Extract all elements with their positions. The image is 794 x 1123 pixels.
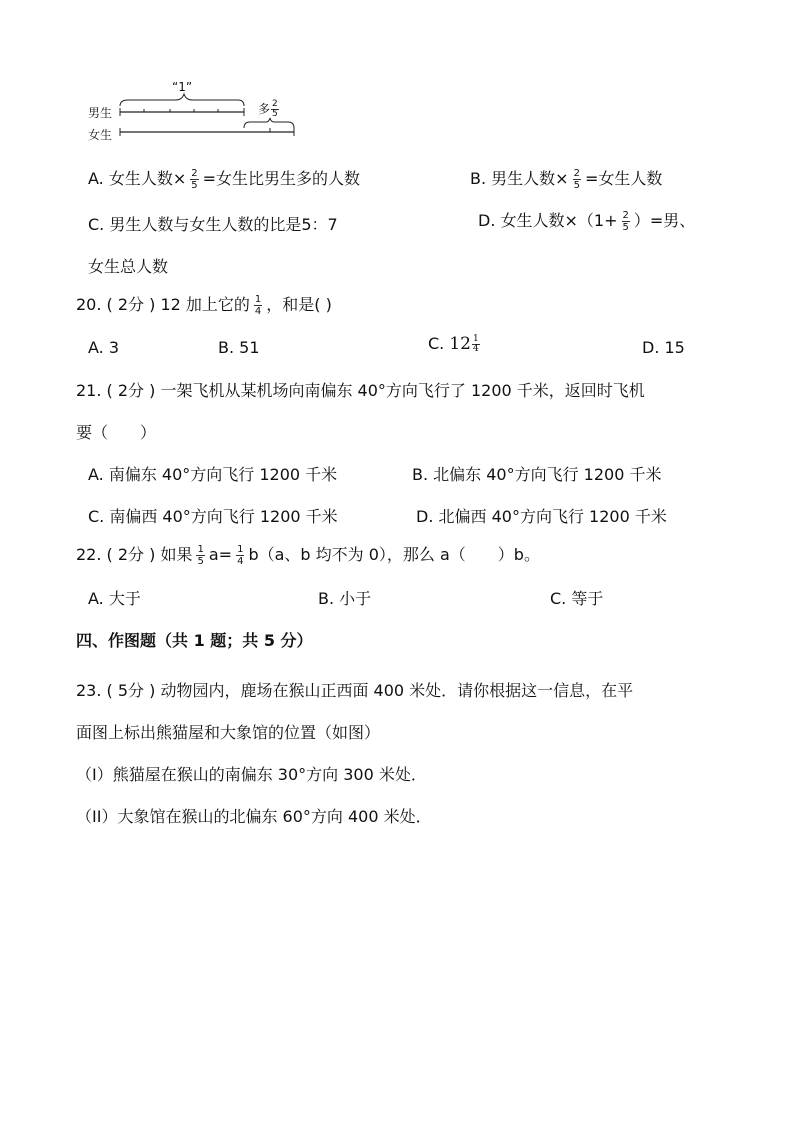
q20-stem: [76, 292, 332, 317]
q22-fraction-1: [196, 544, 204, 567]
q19-option-d-post: ）=男、: [633, 211, 696, 230]
q19-option-b-post: =女生人数: [584, 169, 663, 188]
q22-fraction-2: [236, 544, 244, 567]
boys-label: 男生: [88, 106, 113, 120]
q20-stem-fraction: [254, 294, 262, 317]
q19-option-b-pre: B. 男生人数×: [470, 169, 569, 188]
fraction-num: 2: [573, 168, 580, 179]
q21-option-b[interactable]: B. 北偏东 40°方向飞行 1200 千米: [412, 465, 662, 484]
fraction-num: 1: [197, 544, 204, 555]
section-heading: 四、作图题（共 1 题；共 5 分）: [76, 631, 313, 650]
fraction-den: 4: [237, 556, 244, 567]
q19-option-d[interactable]: [478, 208, 695, 233]
girls-label: 女生: [88, 128, 113, 142]
q23-stem-line1: 23. ( 5分 ) 动物园内，鹿场在猴山正西面 400 米处．请你根据这一信息，在平: [76, 681, 634, 700]
q21-option-c[interactable]: C. 南偏西 40°方向飞行 1200 千米: [88, 507, 338, 526]
q23-stem-line2: 面图上标出熊猫屋和大象馆的位置（如图）: [76, 723, 381, 742]
q20-stem-post: ，和是( ): [266, 295, 332, 314]
unit-label: “1”: [172, 80, 193, 94]
fraction-num: 1: [473, 334, 479, 344]
q21-option-d[interactable]: D. 北偏西 40°方向飞行 1200 千米: [416, 507, 667, 526]
q22-option-b[interactable]: B. 小于: [318, 589, 372, 608]
q21-stem-line2: 要（ ）: [76, 423, 157, 442]
q19-option-b[interactable]: [470, 166, 662, 191]
q23-part-2: （II）大象馆在猴山的北偏东 60°方向 400 米处．: [76, 807, 432, 826]
q20-option-b[interactable]: B. 51: [218, 338, 260, 357]
fraction-den: 5: [191, 180, 198, 191]
q22-stem-pre: 22. ( 2分 ) 如果: [76, 545, 193, 564]
q20-option-a[interactable]: A. 3: [88, 338, 120, 357]
q19-option-b-fraction: [573, 168, 581, 191]
q19-option-a[interactable]: [88, 166, 360, 191]
q21-stem-line1: 21. ( 2分 ) 一架飞机从某机场向南偏东 40°方向飞行了 1200 千米，返回时飞机: [76, 381, 645, 400]
fraction-num: 2: [191, 168, 198, 179]
fraction-num: 1: [237, 544, 244, 555]
q20-option-d[interactable]: D. 15: [642, 338, 685, 357]
q19-option-a-fraction: [190, 168, 198, 191]
q20-option-c[interactable]: [428, 334, 480, 354]
q22-option-c[interactable]: C. 等于: [550, 589, 604, 608]
q22-option-a[interactable]: A. 大于: [88, 589, 141, 608]
q22-stem-post: b（a、b 均不为 0），那么 a（ ）b。: [248, 545, 540, 564]
more-text: 多: [258, 102, 271, 116]
more-fraction-den: 5: [272, 109, 278, 119]
q19-option-a-post: =女生比男生多的人数: [202, 169, 361, 188]
bar-diagram: [88, 82, 308, 146]
more-fraction: [271, 100, 279, 119]
q19-option-d-continued: 女生总人数: [88, 257, 169, 276]
more-label: [258, 100, 279, 119]
q19-option-a-pre: A. 女生人数×: [88, 169, 187, 188]
more-fraction-num: 2: [272, 99, 278, 109]
q20-stem-pre: 20. ( 2分 ) 12 加上它的: [76, 295, 250, 314]
q19-option-c[interactable]: C. 男生人数与女生人数的比是5：7: [88, 215, 338, 234]
q21-option-a[interactable]: A. 南偏东 40°方向飞行 1200 千米: [88, 465, 338, 484]
mixed-fraction: [472, 335, 480, 354]
q19-option-d-pre: D. 女生人数×（1+: [478, 211, 618, 230]
q23-part-1: （I）熊猫屋在猴山的南偏东 30°方向 300 米处．: [76, 765, 427, 784]
fraction-num: 2: [622, 210, 629, 221]
q20-option-c-pre: C.: [428, 334, 445, 353]
fraction-den: 5: [573, 180, 580, 191]
fraction-den: 4: [254, 306, 262, 317]
q20-option-c-mixed-number: [449, 334, 479, 354]
q19-option-d-fraction: [622, 210, 630, 233]
q22-stem: [76, 542, 540, 567]
fraction-den: 4: [473, 344, 479, 354]
fraction-den: 5: [622, 222, 629, 233]
q22-stem-mid: a=: [208, 545, 233, 564]
fraction-den: 5: [197, 556, 204, 567]
mixed-whole: 12: [449, 334, 471, 354]
fraction-num: 1: [254, 294, 262, 305]
